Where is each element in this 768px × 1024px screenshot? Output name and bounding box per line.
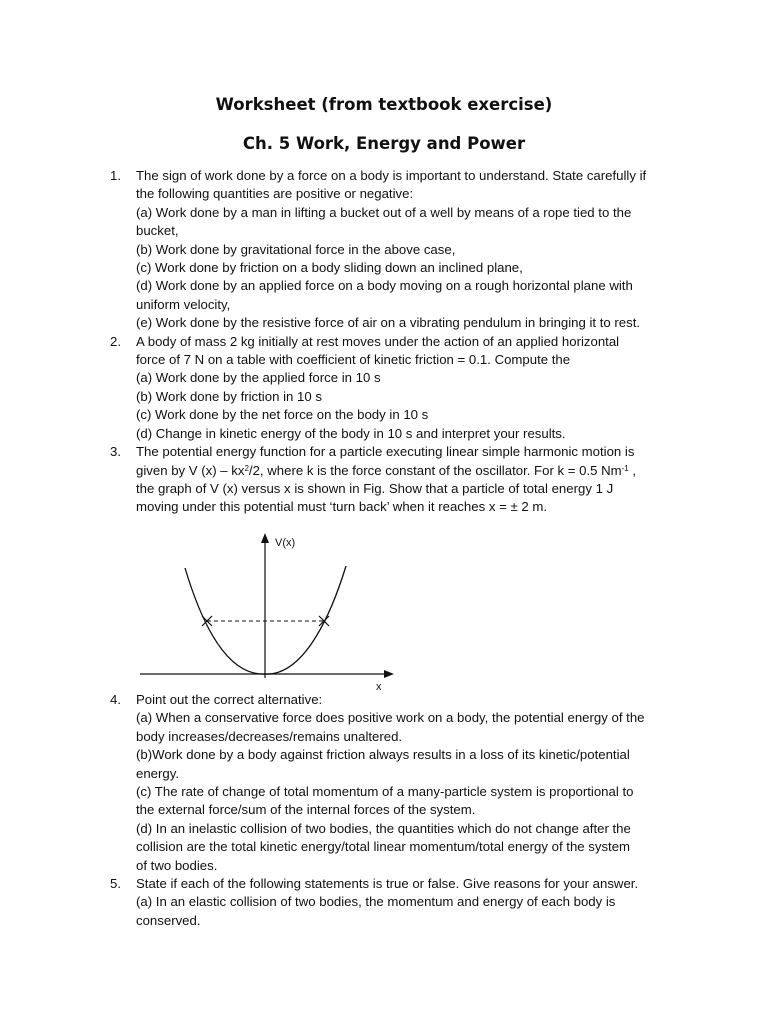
question-line: (c) Work done by the net force on the body in 10 s [136, 407, 429, 423]
question-line: (e) Work done by the resistive force of air on a vibrating pendulum in bringing it to rest. [136, 315, 641, 331]
question-line: (d) In an inelastic collision of two bodies, the quantities which do not change after the [136, 820, 631, 836]
x-axis-label: x [376, 681, 382, 693]
worksheet-title: Worksheet (from textbook exercise) [215, 95, 553, 114]
question-line: (b) Work done by gravitational force in the above case, [136, 241, 456, 257]
question-line: energy. [136, 765, 180, 781]
question-line: The sign of work done by a force on a body is important to understand. State carefully if [136, 168, 647, 183]
question-line: (c) Work done by friction on a body sliding down an inclined plane, [136, 260, 523, 276]
chapter-title: Ch. 5 Work, Energy and Power [242, 134, 526, 153]
potential-energy-graph [135, 528, 400, 693]
question-line: (d) Work done by an applied force on a body moving on a rough horizontal plane with [136, 278, 633, 294]
question-line: given by V $(x) - kx^2/2$, where k is the force constant of the oscillator. For k = 0.5 $Nm^{-1}$ , [136, 462, 637, 478]
question-list-continued [110, 691, 690, 930]
question-number: 1. [110, 168, 121, 183]
question-5 [110, 875, 690, 930]
question-line: force of 7 N on a table with coefficient of kinetic friction = 0.1. Compute the [136, 352, 571, 368]
question-1 [110, 167, 690, 333]
question-line: of two bodies. [136, 857, 218, 873]
question-line: Point out the correct alternative: [136, 692, 323, 707]
question-line: A body of mass 2 kg initially at rest moves under the action of an applied horizontal [136, 333, 620, 349]
question-line: (a) Work done by the applied force in 10 s [136, 370, 381, 386]
question-line: collision are the total kinetic energy/total linear momentum/total energy of the system [136, 839, 631, 855]
question-list [110, 167, 690, 517]
question-line: conserved. [136, 912, 201, 928]
question-line: State if each of the following statements is true or false. Give reasons for your answer. [136, 876, 639, 892]
question-line: (c) The rate of change of total momentum of a many-particle system is proportional to [136, 784, 634, 800]
question-line: the external force/sum of the internal forces of the system. [136, 802, 476, 818]
question-line: uniform velocity, [136, 296, 231, 312]
question-line: bucket, [136, 223, 179, 239]
question-line: (b)Work done by a body against friction always results in a loss of its kinetic/potential [136, 747, 630, 763]
question-line: the graph of V (x) versus x is shown in Fig. Show that a particle of total energy 1 J [136, 480, 614, 496]
question-number: 4. [110, 692, 121, 707]
question-line: (a) In an elastic collision of two bodies, the momentum and energy of each body is [136, 894, 616, 910]
question-line: moving under this potential must ‘turn back’ when it reaches x = ± 2 m. [136, 499, 547, 515]
question-number: 3. [110, 444, 121, 460]
question-line: (d) Change in kinetic energy of the body in 10 s and interpret your results. [136, 425, 566, 441]
question-2 [110, 333, 690, 443]
question-line: The potential energy function for a particle executing linear simple harmonic motion is [136, 444, 635, 460]
question-line: (a) When a conservative force does positive work on a body, the potential energy of the [136, 710, 645, 726]
question-line: body increases/decreases/remains unaltered. [136, 728, 403, 744]
question-4 [110, 691, 690, 875]
y-axis [261, 533, 269, 678]
question-3 [110, 443, 690, 517]
question-number: 2. [110, 333, 121, 349]
y-axis-label: V(x) [275, 537, 296, 549]
question-line: the following quantities are positive or negative: [136, 186, 414, 202]
question-number: 5. [110, 876, 121, 892]
question-line: (a) Work done by a man in lifting a bucket out of a well by means of a rope tied to the [136, 204, 632, 220]
question-line: (b) Work done by friction in 10 s [136, 388, 322, 404]
